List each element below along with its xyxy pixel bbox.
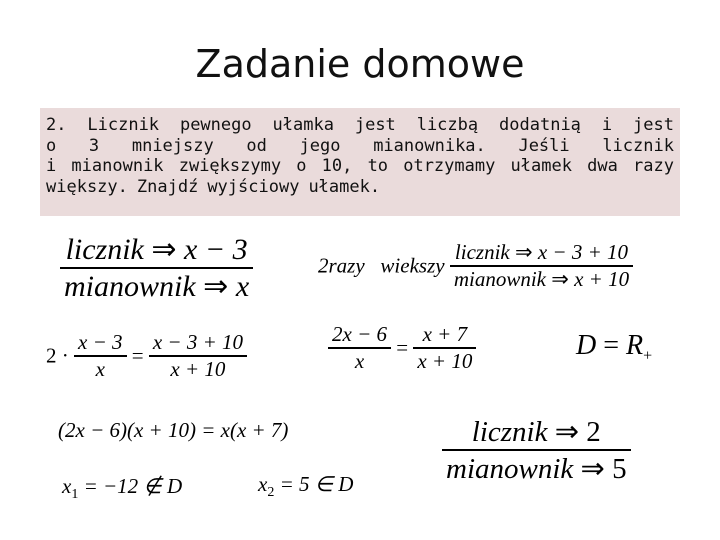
answer-fraction	[442, 414, 631, 486]
solution-x2	[258, 472, 353, 501]
positive-subscript: +	[643, 347, 653, 365]
word: razy	[633, 156, 674, 176]
numerator-expression: x − 3 + 10	[537, 240, 629, 264]
denominator-expression: x + 10	[574, 266, 630, 291]
word: ułamek.	[308, 176, 381, 197]
problem-line-2	[46, 136, 674, 157]
word: zwiększymy	[178, 156, 282, 176]
equation-2	[328, 322, 476, 374]
condition	[318, 240, 633, 292]
word: Licznik	[87, 115, 160, 135]
numerator: 2x − 6	[332, 322, 387, 346]
equals-sign: =	[131, 343, 144, 368]
word: liczbą	[416, 115, 479, 135]
denominator: x	[95, 356, 105, 381]
word: otrzymamy	[403, 156, 496, 176]
word: licznik	[602, 135, 674, 156]
word: i	[601, 115, 613, 135]
word: mianownik	[71, 156, 164, 176]
implies-arrow: ⇒	[551, 266, 569, 291]
equals-sign: =	[603, 330, 620, 361]
word: dwa	[587, 156, 618, 176]
denominator-expression: x	[235, 269, 250, 303]
variable: x	[62, 474, 72, 498]
word: dodatnią	[499, 115, 581, 135]
word: wyjściowy	[207, 176, 300, 197]
condition-label: 2razy wiekszy	[318, 253, 445, 278]
problem-line-4	[46, 177, 674, 198]
word: i	[46, 156, 57, 176]
implies-arrow: ⇒	[514, 240, 533, 264]
word: Jeśli	[518, 135, 570, 156]
word: jest	[632, 115, 674, 135]
domain-symbol: D	[576, 330, 597, 361]
word: mianownika.	[373, 135, 486, 156]
domain-statement	[576, 330, 652, 366]
solution-value: = 5 ∈ D	[279, 472, 354, 496]
denominator: x + 10	[170, 356, 226, 381]
denominator: x + 10	[417, 348, 473, 373]
real-numbers-symbol: R	[626, 330, 644, 361]
equation-1	[46, 330, 247, 382]
denominator-value: 5	[612, 452, 627, 485]
word: od	[246, 135, 267, 156]
slide-title: Zadanie domowe	[195, 42, 525, 86]
word: ułamek	[510, 156, 572, 176]
equation-3: (2x − 6)(x + 10) = x(x + 7)	[58, 418, 289, 442]
implies-arrow: ⇒	[580, 450, 605, 485]
word: jest	[354, 115, 396, 135]
variable: x	[258, 472, 268, 496]
problem-line-1	[46, 115, 674, 136]
word: 3	[88, 135, 100, 156]
numerator-word: licznik	[454, 240, 510, 264]
setup-fraction	[60, 232, 253, 304]
implies-arrow: ⇒	[203, 268, 229, 304]
word: pewnego	[179, 115, 252, 135]
solution-value: = −12 ∉ D	[83, 474, 183, 498]
numerator-word: licznik	[471, 416, 548, 448]
problem-statement	[40, 108, 680, 216]
denominator-word: mianownik	[446, 452, 574, 485]
denominator: x	[354, 348, 365, 373]
word: ułamka	[272, 115, 334, 135]
denominator-word: mianownik	[64, 269, 196, 303]
word: o	[46, 135, 57, 156]
word: jego	[299, 135, 341, 156]
numerator: x − 3 + 10	[152, 330, 244, 354]
word: mniejszy	[131, 135, 214, 156]
denominator-word: mianownik	[453, 266, 546, 291]
word: 10,	[321, 156, 353, 176]
implies-arrow: ⇒	[554, 414, 580, 448]
word: 2.	[46, 115, 67, 135]
numerator-word: licznik	[65, 233, 144, 266]
numerator-value: 2	[586, 416, 601, 448]
problem-line-3	[46, 156, 674, 177]
equals-sign: =	[396, 335, 409, 360]
coefficient: 2 ·	[46, 343, 69, 368]
subscript: 1	[71, 487, 79, 503]
word: większy.	[46, 176, 128, 197]
numerator: x − 3	[78, 330, 123, 354]
implies-arrow: ⇒	[151, 232, 177, 267]
word: to	[367, 156, 389, 176]
numerator-expression: x − 3	[184, 233, 248, 266]
subscript: 2	[267, 485, 275, 501]
solution-x1	[62, 474, 182, 503]
numerator: x + 7	[422, 322, 468, 346]
word: o	[296, 156, 307, 176]
word: Znajdź	[136, 176, 199, 197]
